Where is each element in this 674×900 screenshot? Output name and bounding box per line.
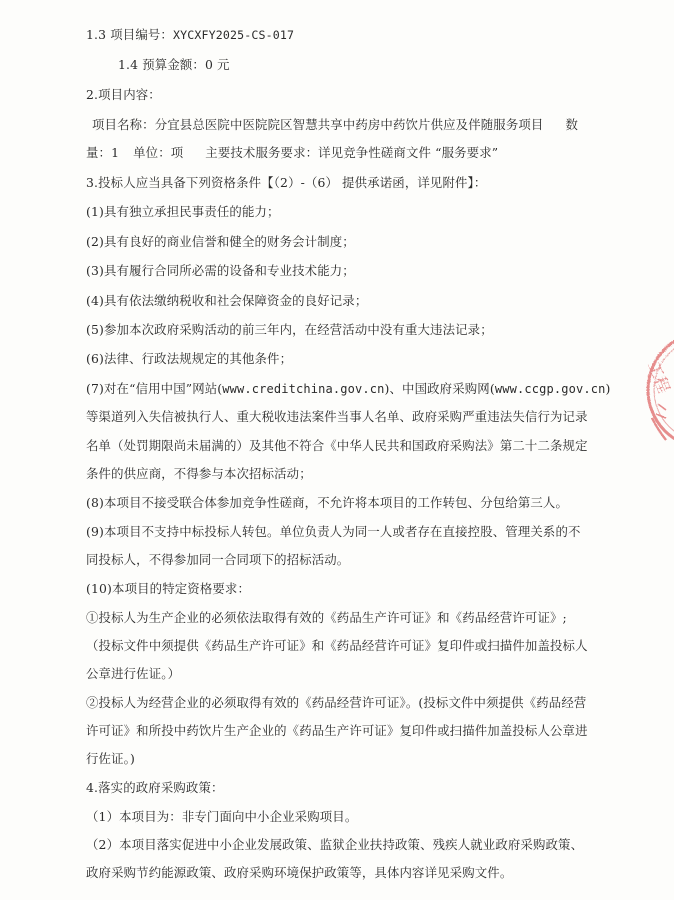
qualification-item-3: (3)具有履行合同所必需的设备和专业技术能力； (86, 263, 355, 278)
procurement-policy-2-line-2: 政府采购节约能源政策、政府采购环境保护政策等，具体内容详见采购文件。 (86, 865, 513, 880)
qualification-item-7-line-1 (86, 380, 610, 398)
qualification-item-9-line-1: (9)本项目不支持中标投标人转包。单位负责人为同一人或者存在直接控股、管理关系的不 (86, 524, 581, 539)
item7-text-a: (7)对在“信用中国”网站( (86, 381, 223, 396)
project-number-line (86, 26, 294, 44)
qualification-item-7-line-2: 等渠道列入失信被执行人、重大税收违法案件当事人名单、政府采购严重违法失信行为记录 (86, 409, 588, 424)
project-number-code: XYCXFY2025-CS-017 (172, 28, 295, 42)
quantity-line (86, 144, 498, 162)
credit-china-url: www.creditchina.gov.cn (222, 382, 385, 396)
budget-line: 1.4 预算金额：0 元 (118, 57, 230, 72)
special-qualification-2-line-1: ②投标人为经营企业的必须取得有效的《药品经营许可证》。(投标文件中须提供《药品经营 (86, 695, 587, 710)
procurement-policy-heading: 4.落实的政府采购政策： (86, 780, 224, 795)
ccgp-url: www.ccgp.gov.cn (494, 382, 606, 396)
item7-text-c: ) (605, 381, 611, 396)
qualification-item-6: (6)法律、行政法规规定的其他条件； (86, 351, 293, 366)
qualification-item-2: (2)具有良好的商业信誉和健全的财务会计制度； (86, 234, 355, 249)
special-qualification-2-line-2: 许可证》和所投中药饮片生产企业的《药品生产许可证》复印件或扫描件加盖投标人公章进 (86, 723, 588, 738)
project-content-heading: 2.项目内容： (86, 87, 161, 102)
special-qualification-1-line-1: ①投标人为生产企业的必须依法取得有效的《药品生产许可证》和《药品经营许可证》; (86, 610, 567, 625)
qualification-item-9-line-2: 同投标人，不得参加同一合同项下的招标活动。 (86, 552, 350, 567)
procurement-policy-2-line-1: （2）本项目落实促进中小企业发展政策、监狱企业扶持政策、残疾人就业政府采购政策、 (86, 837, 584, 852)
qualification-item-5: (5)参加本次政府采购活动的前三年内，在经营活动中没有重大违法记录； (86, 322, 493, 337)
qualification-heading: 3.投标人应当具备下列资格条件【（2）-（6） 提供承诺函，详见附件】： (86, 175, 487, 190)
quantity-label-start: 数 (565, 117, 579, 132)
qualification-item-8: (8)本项目不接受联合体参加竞争性磋商，不允许将本项目的工作转包、分包给第三人。 (86, 495, 569, 510)
qualification-item-1: (1)具有独立承担民事责任的能力； (86, 204, 280, 219)
special-qualification-1-line-2: （投标文件中须提供《药品生产许可证》和《药品经营许可证》复印件或扫描件加盖投标人 (86, 638, 588, 653)
project-name: 项目名称：分宜县总医院中医院院区智慧共享中药房中药饮片供应及伴随服务项目 (92, 117, 544, 132)
project-name-line (92, 116, 578, 134)
red-seal-stamp (628, 318, 674, 468)
special-qualification-2-line-3: 行佐证。) (86, 751, 135, 766)
special-qualification-1-line-3: 公章进行佐证。） (86, 666, 181, 681)
special-qualification-heading: (10)本项目的特定资格要求： (86, 581, 250, 596)
qualification-item-7-line-3: 名单（处罚期限尚未届满的）及其他不符合《中华人民共和国政府采购法》第二十二条规定 (86, 438, 588, 453)
item7-text-b: )、中国政府采购网( (384, 381, 495, 396)
qualification-item-4: (4)具有依法缴纳税收和社会保障资金的良好记录； (86, 293, 368, 308)
tech-requirements: 主要技术服务要求：详见竞争性磋商文件 “服务要求” (205, 145, 499, 160)
quantity-value: 量：1 (86, 145, 120, 160)
unit-value: 单位：项 (133, 145, 184, 160)
procurement-policy-1: （1）本项目为：非专门面向中小企业采购项目。 (86, 809, 358, 824)
seal-text: 工程 (644, 358, 674, 396)
project-number-label: 1.3 项目编号： (86, 27, 173, 42)
qualification-item-7-line-4: 条件的供应商，不得参与本次招标活动； (86, 466, 312, 481)
